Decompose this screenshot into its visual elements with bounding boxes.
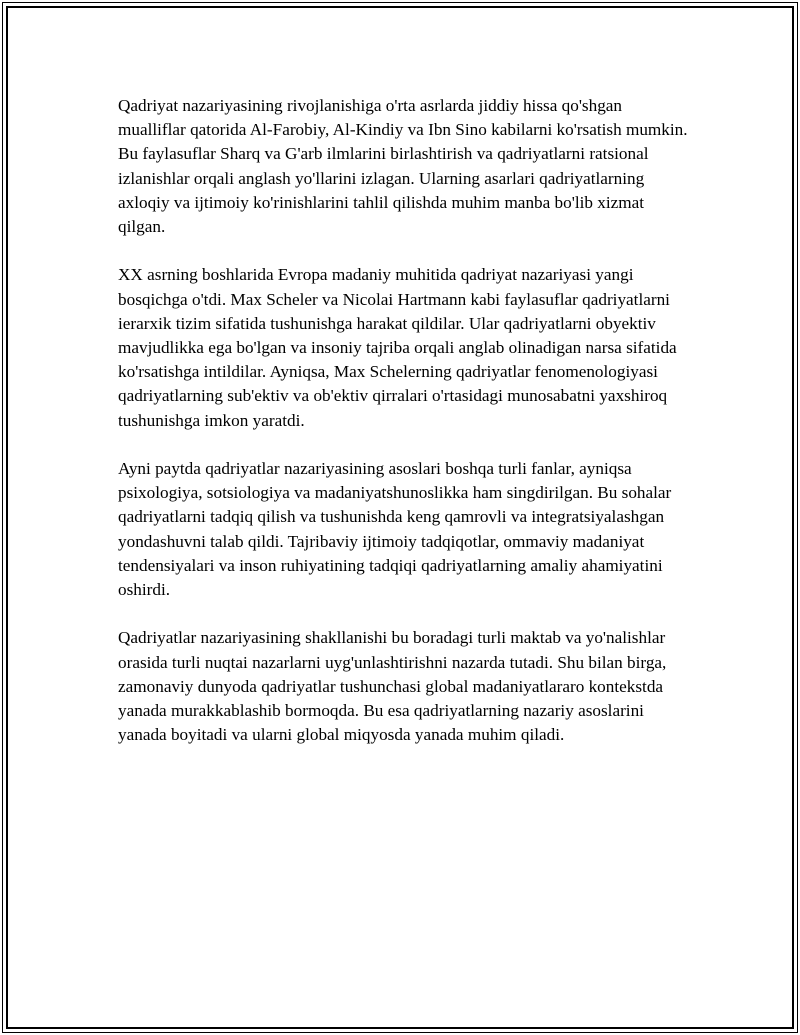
paragraph-1: Qadriyat nazariyasining rivojlanishiga o'rta asrlarda jiddiy hissa qo'shgan mualliflar qatorida Al-Farobiy, Al-Kindiy va Ibn Sino kabilarni ko'rsatish mumkin. Bu faylasuflar Sharq va G'arb ilmlarini birlashtirish va qadriyatlarni ratsional izlanishlar orqali anglash yo'llarini izlagan. Ularning asarlari qadriyatlarning axloqiy va ijtimoiy ko'rinishlarini tahlil qilishda muhim manba bo'lib xizmat qilgan. (118, 96, 688, 237)
paragraph-4: Qadriyatlar nazariyasining shakllanishi bu boradagi turli maktab va yo'nalishlar orasida turli nuqtai nazarlarni uyg'unlashtirishni nazarda tutadi. Shu bilan birga, zamonaviy dunyoda qadriyatlar tushunchasi global madaniyatlararo kontekstda yanada murakkablashib bormoqda. Bu esa qadriyatlarning nazariy asoslarini yanada boyitadi va ularni global miqyosda yanada muhim qiladi. (118, 628, 667, 745)
paragraph-3: Ayni paytda qadriyatlar nazariyasining asoslari boshqa turli fanlar, ayniqsa psixologiya, sotsiologiya va madaniyatshunoslikka ham singdirilgan. Bu sohalar qadriyatlarni tadqiq qilish va tushunishda keng qamrovli va integratsiyalashgan yondashuvni talab qildi. Tajribaviy ijtimoiy tadqiqotlar, ommaviy madaniyat tendensiyalari va inson ruhiyatining tadqiqi qadriyatlarning amaliy ahamiyatini oshirdi. (118, 459, 672, 600)
document-body (118, 94, 688, 772)
paragraph-2: XX asrning boshlarida Evropa madaniy muhitida qadriyat nazariyasi yangi bosqichga o'tdi. Max Scheler va Nicolai Hartmann kabi faylasuflar qadriyatlarni ierarxik tizim sifatida tushunishga harakat qildilar. Ular qadriyatlarni obyektiv mavjudlikka ega bo'lgan va insoniy tajriba orqali anglab olinadigan narsa sifatida ko'rsatishga intildilar. Ayniqsa, Max Schelerning qadriyatlar fenomenologiyasi qadriyatlarning sub'ektiv va ob'ektiv qirralari o'rtasidagi munosabatni yaxshiroq tushunishga imkon yaratdi. (118, 265, 677, 430)
